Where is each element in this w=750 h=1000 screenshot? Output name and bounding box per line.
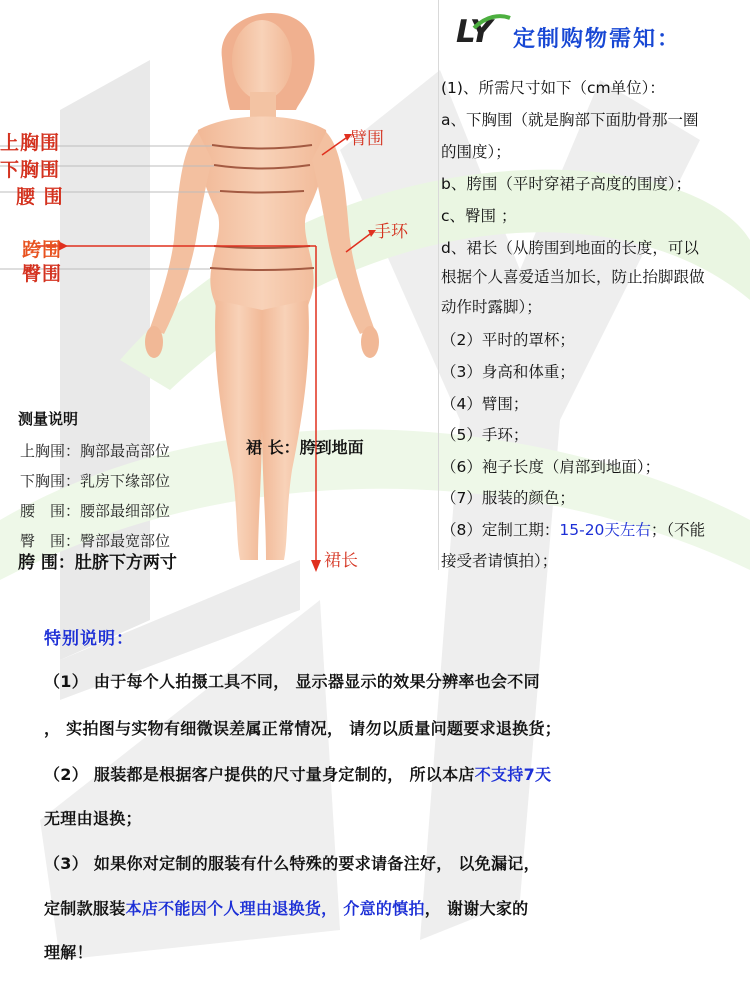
notice-line: 根据个人喜爱适当加长，防止抬脚跟做 [441,268,705,286]
hip-span-note: 胯 围：肚脐下方两寸 [18,553,177,573]
skirt-length-label: 裙长 [324,551,358,571]
notice-line: （2）平时的罩杯； [441,331,575,349]
measure-title: 测量说明 [18,410,79,428]
special-line: 理解！ [44,943,93,962]
waist-label: 腰 围 [16,186,64,208]
arm-label: 臂围 [350,129,384,149]
special-line: （1） 由于每个人拍摄工具不同， 显示器显示的效果分辨率也会不同 [44,672,540,691]
notice-line: 动作时露脚）； [441,298,542,316]
measure-row: 臀 围：臀部最宽部位 [20,532,171,550]
notice-line: （6）袍子长度（肩部到地面）； [441,458,661,476]
special-highlight: 本店不能因个人理由退换货， 介意的慎拍 [125,899,425,918]
body-figure [0,0,440,575]
ly-logo: LY [456,14,492,50]
notice-line: 的围度）； [441,143,511,161]
notice-line: b、胯围（平时穿裙子高度的围度）； [441,175,692,193]
special-text: 定制款服装 [44,899,126,918]
hip-span-label: 跨围 [22,239,63,261]
notice-line: （5）手环； [441,426,529,444]
special-text: ， 谢谢大家的 [424,899,529,918]
special-line: 无理由退换； [44,809,142,828]
special-highlight: 不支持7天 [474,765,552,784]
notice-line: d、裙长（从胯围到地面的长度，可以 [441,239,699,257]
measure-row: 上胸围：胸部最高部位 [20,442,171,460]
period-suffix: ；（不能 [650,521,706,539]
notice-line: （7）服装的颜色； [441,489,575,507]
notice-line: (1)、所需尺寸如下（cm单位）： [441,79,665,97]
hip-label: 臀围 [22,263,63,285]
special-line [44,762,551,785]
skirt-length-note: 裙 长：胯到地面 [246,438,364,457]
special-text: （2） 服装都是根据客户提供的尺寸量身定制的， 所以本店 [44,765,475,784]
special-line: ， 实拍图与实物有细微误差属正常情况， 请勿以质量问题要求退换货； [44,719,562,738]
special-line [44,896,528,919]
notice-title: 定制购物需知： [513,27,682,52]
special-line: （3） 如果你对定制的服装有什么特殊的要求请备注好， 以免漏记， [44,854,540,873]
measure-row: 下胸围：乳房下缘部位 [20,472,171,490]
under-bust-label: 下胸围 [0,159,61,181]
upper-bust-label: 上胸围 [0,132,61,154]
column-divider [438,0,439,570]
bracelet-label: 手环 [374,222,408,242]
period-value: 15-20天左右 [559,521,651,539]
special-title: 特别说明： [44,629,134,649]
notice-line: （3）身高和体重； [441,363,575,381]
measure-row: 腰 围：腰部最细部位 [20,502,171,520]
period-prefix: （8）定制工期： [441,521,560,539]
logo-swoosh-icon [472,12,512,32]
notice-line: 接受者请慎拍）； [441,552,558,570]
notice-line: c、臀围 ； [441,207,517,225]
notice-line: a、下胸围（就是胸部下面肋骨那一圈 [441,111,699,129]
production-period-line [441,518,705,540]
notice-line: （4）臂围； [441,395,529,413]
